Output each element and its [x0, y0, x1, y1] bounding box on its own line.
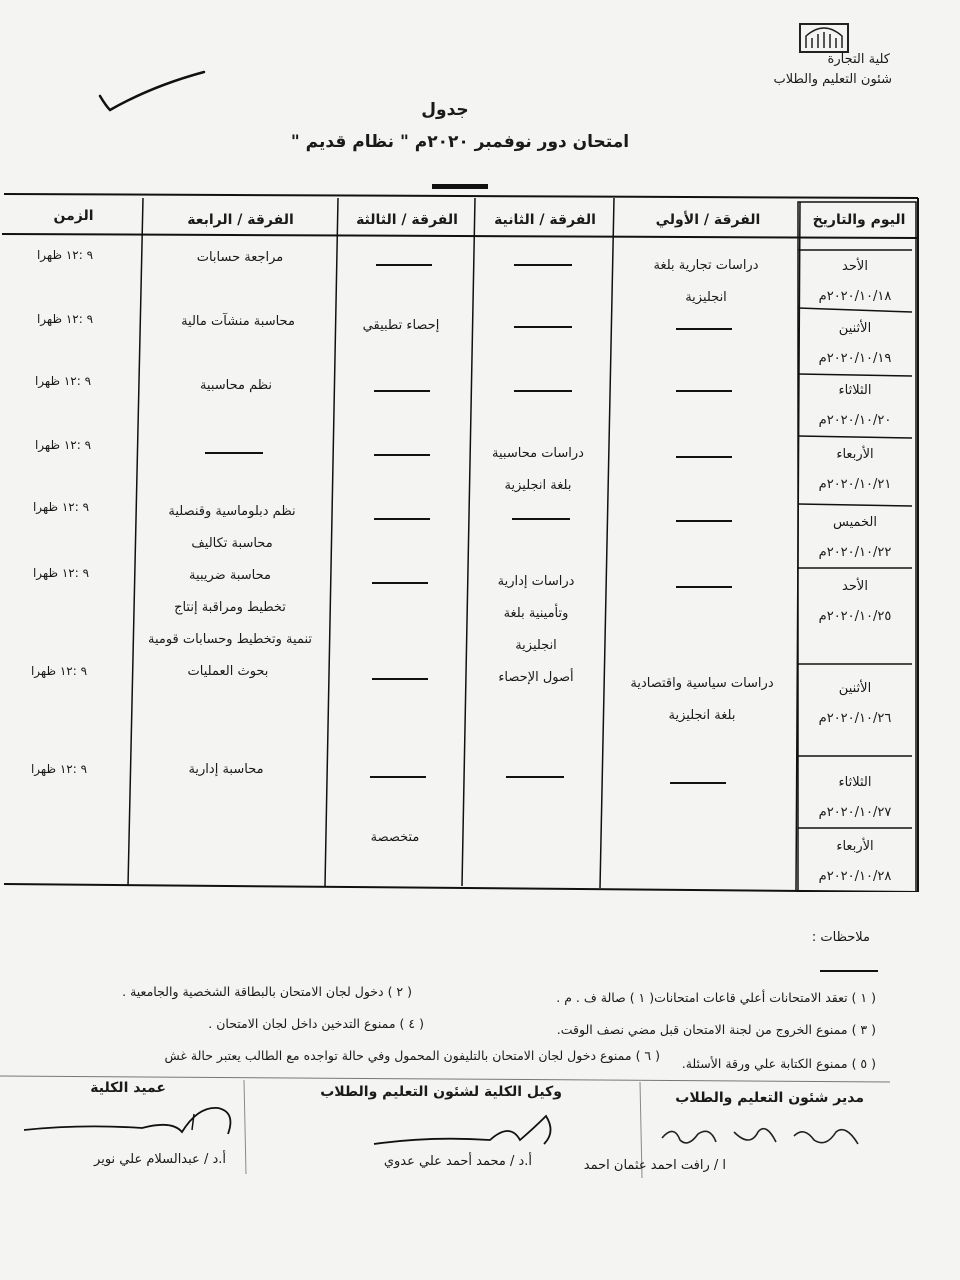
vice-dean-title: وكيل الكلية لشئون التعليم والطلاب: [320, 1084, 562, 1100]
header-third-year: الفرقة / الثالثة: [356, 212, 458, 228]
page-subtitle: امتحان دور نوفمبر ٢٠٢٠م " نظام قديم ": [290, 132, 630, 152]
empty-cell-dash: [676, 520, 732, 522]
empty-cell-dash: [676, 328, 732, 330]
manager-title: مدير شئون التعليم والطلاب: [675, 1090, 864, 1106]
day-date-cell: الثلاثاء ٢٠٢٠/١٠/٢٠م: [818, 383, 892, 428]
title-underline: [432, 184, 488, 189]
handwritten-check-mark: [92, 66, 212, 116]
note-5: ( ٥ ) ممنوع الكتابة علي ورقة الأسئلة.: [681, 1056, 876, 1071]
header-second-year: الفرقة / الثانية: [494, 212, 596, 228]
note-2: ( ٢ ) دخول لجان الامتحان بالبطاقة الشخصية والجامعية .: [122, 984, 412, 999]
dean-name: أ.د / عبدالسلام علي نوير: [94, 1152, 226, 1167]
fourth-year-cell: محاسبة ضريبية تخطيط ومراقبة إنتاج تنمية وتخطيط وحسابات قومية: [147, 568, 313, 647]
fourth-year-cell: محاسبة منشآت مالية: [181, 314, 295, 329]
time-cell: ٩ :١٢ ظهرا: [36, 312, 94, 326]
empty-cell-dash: [374, 390, 430, 392]
vice-dean-signature: [370, 1110, 570, 1154]
note-1: ( ١ ) تعقد الامتحانات أعلي قاعات امتحانات( ١ ) صالة ف . م .: [556, 990, 876, 1005]
manager-signature: [654, 1118, 864, 1154]
department-name: شئون التعليم والطلاب: [773, 72, 892, 87]
time-cell: ٩ :١٢ ظهرا: [32, 566, 90, 580]
second-year-cell: أصول الإحصاء: [498, 670, 574, 685]
empty-cell-dash: [506, 776, 564, 778]
time-cell: ٩ :١٢ ظهرا: [30, 762, 88, 776]
time-cell: ٩ :١٢ ظهرا: [32, 500, 90, 514]
empty-cell-dash: [514, 326, 572, 328]
dean-signature: [22, 1100, 242, 1150]
empty-cell-dash: [676, 390, 732, 392]
empty-cell-dash: [374, 454, 430, 456]
college-logo: [796, 18, 852, 54]
third-year-cell: إحصاء تطبيقي: [362, 318, 440, 333]
empty-cell-dash: [374, 518, 430, 520]
day-date-cell: الأربعاء ٢٠٢٠/١٠/٢٨م: [818, 839, 892, 884]
header-time: الزمن: [53, 208, 94, 224]
second-year-cell: دراسات محاسبية بلغة انجليزية: [492, 446, 584, 493]
header-first-year: الفرقة / الأولي: [655, 212, 761, 228]
day-date-cell: الأحد ٢٠٢٠/١٠/٢٥م: [818, 579, 892, 624]
empty-cell-dash: [670, 782, 726, 784]
empty-cell-dash: [514, 264, 572, 266]
day-date-cell: الثلاثاء ٢٠٢٠/١٠/٢٧م: [818, 775, 892, 820]
notes-label: ملاحظات :: [811, 930, 870, 945]
day-date-cell: الأحد ٢٠٢٠/١٠/١٨م: [818, 259, 892, 304]
empty-cell-dash: [370, 776, 426, 778]
time-cell: ٩ :١٢ ظهرا: [30, 664, 88, 678]
manager-name: ا / رافت احمد عثمان احمد: [583, 1158, 726, 1173]
day-date-cell: الخميس ٢٠٢٠/١٠/٢٢م: [818, 515, 892, 560]
empty-cell-dash: [376, 264, 432, 266]
page-title: جدول: [421, 100, 469, 120]
header-day-date: اليوم والتاريخ: [812, 212, 906, 228]
header-fourth-year: الفرقة / الرابعة: [187, 212, 294, 228]
empty-cell-dash: [676, 586, 732, 588]
fourth-year-cell: محاسبة إدارية: [188, 762, 264, 777]
fourth-year-cell: بحوث العمليات: [187, 664, 269, 679]
fourth-year-cell: مراجعة حسابات: [196, 250, 284, 265]
note-6: ( ٦ ) ممنوع دخول لجان الامتحان بالتليفون المحمول وفي حالة تواجده مع الطالب يعتبر حالة غش: [164, 1048, 660, 1063]
first-year-cell: دراسات سياسية واقتصادية بلغة انجليزية: [630, 676, 774, 723]
day-date-cell: الأثنين ٢٠٢٠/١٠/٢٦م: [818, 681, 892, 726]
empty-cell-dash: [514, 390, 572, 392]
empty-cell-dash: [676, 456, 732, 458]
empty-cell-dash: [205, 452, 263, 454]
fourth-year-cell: نظم دبلوماسية وقنصلية محاسبة تكاليف: [168, 504, 296, 551]
fourth-year-cell: نظم محاسبية: [199, 378, 273, 393]
empty-cell-dash: [372, 678, 428, 680]
time-cell: ٩ :١٢ ظهرا: [36, 248, 94, 262]
second-year-cell: دراسات إدارية وتأمينية بلغة انجليزية: [497, 574, 575, 653]
day-date-cell: الأربعاء ٢٠٢٠/١٠/٢١م: [818, 447, 892, 492]
empty-cell-dash: [372, 582, 428, 584]
third-year-cell: متخصصة: [370, 830, 420, 845]
dean-title: عميد الكلية: [90, 1080, 166, 1096]
empty-cell-dash: [512, 518, 570, 520]
first-year-cell: دراسات تجارية بلغة انجليزية: [653, 258, 759, 305]
note-4: ( ٤ ) ممنوع التدخين داخل لجان الامتحان .: [208, 1016, 424, 1031]
vice-dean-name: أ.د / محمد أحمد علي عدوي: [383, 1154, 532, 1169]
time-cell: ٩ :١٢ ظهرا: [34, 374, 92, 388]
day-date-cell: الأثنين ٢٠٢٠/١٠/١٩م: [818, 321, 892, 366]
time-cell: ٩ :١٢ ظهرا: [34, 438, 92, 452]
college-name: كلية التجارة: [827, 52, 890, 67]
note-3: ( ٣ ) ممنوع الخروج من لجنة الامتحان قبل مضي نصف الوقت.: [556, 1022, 876, 1037]
notes-underline: [820, 970, 878, 972]
